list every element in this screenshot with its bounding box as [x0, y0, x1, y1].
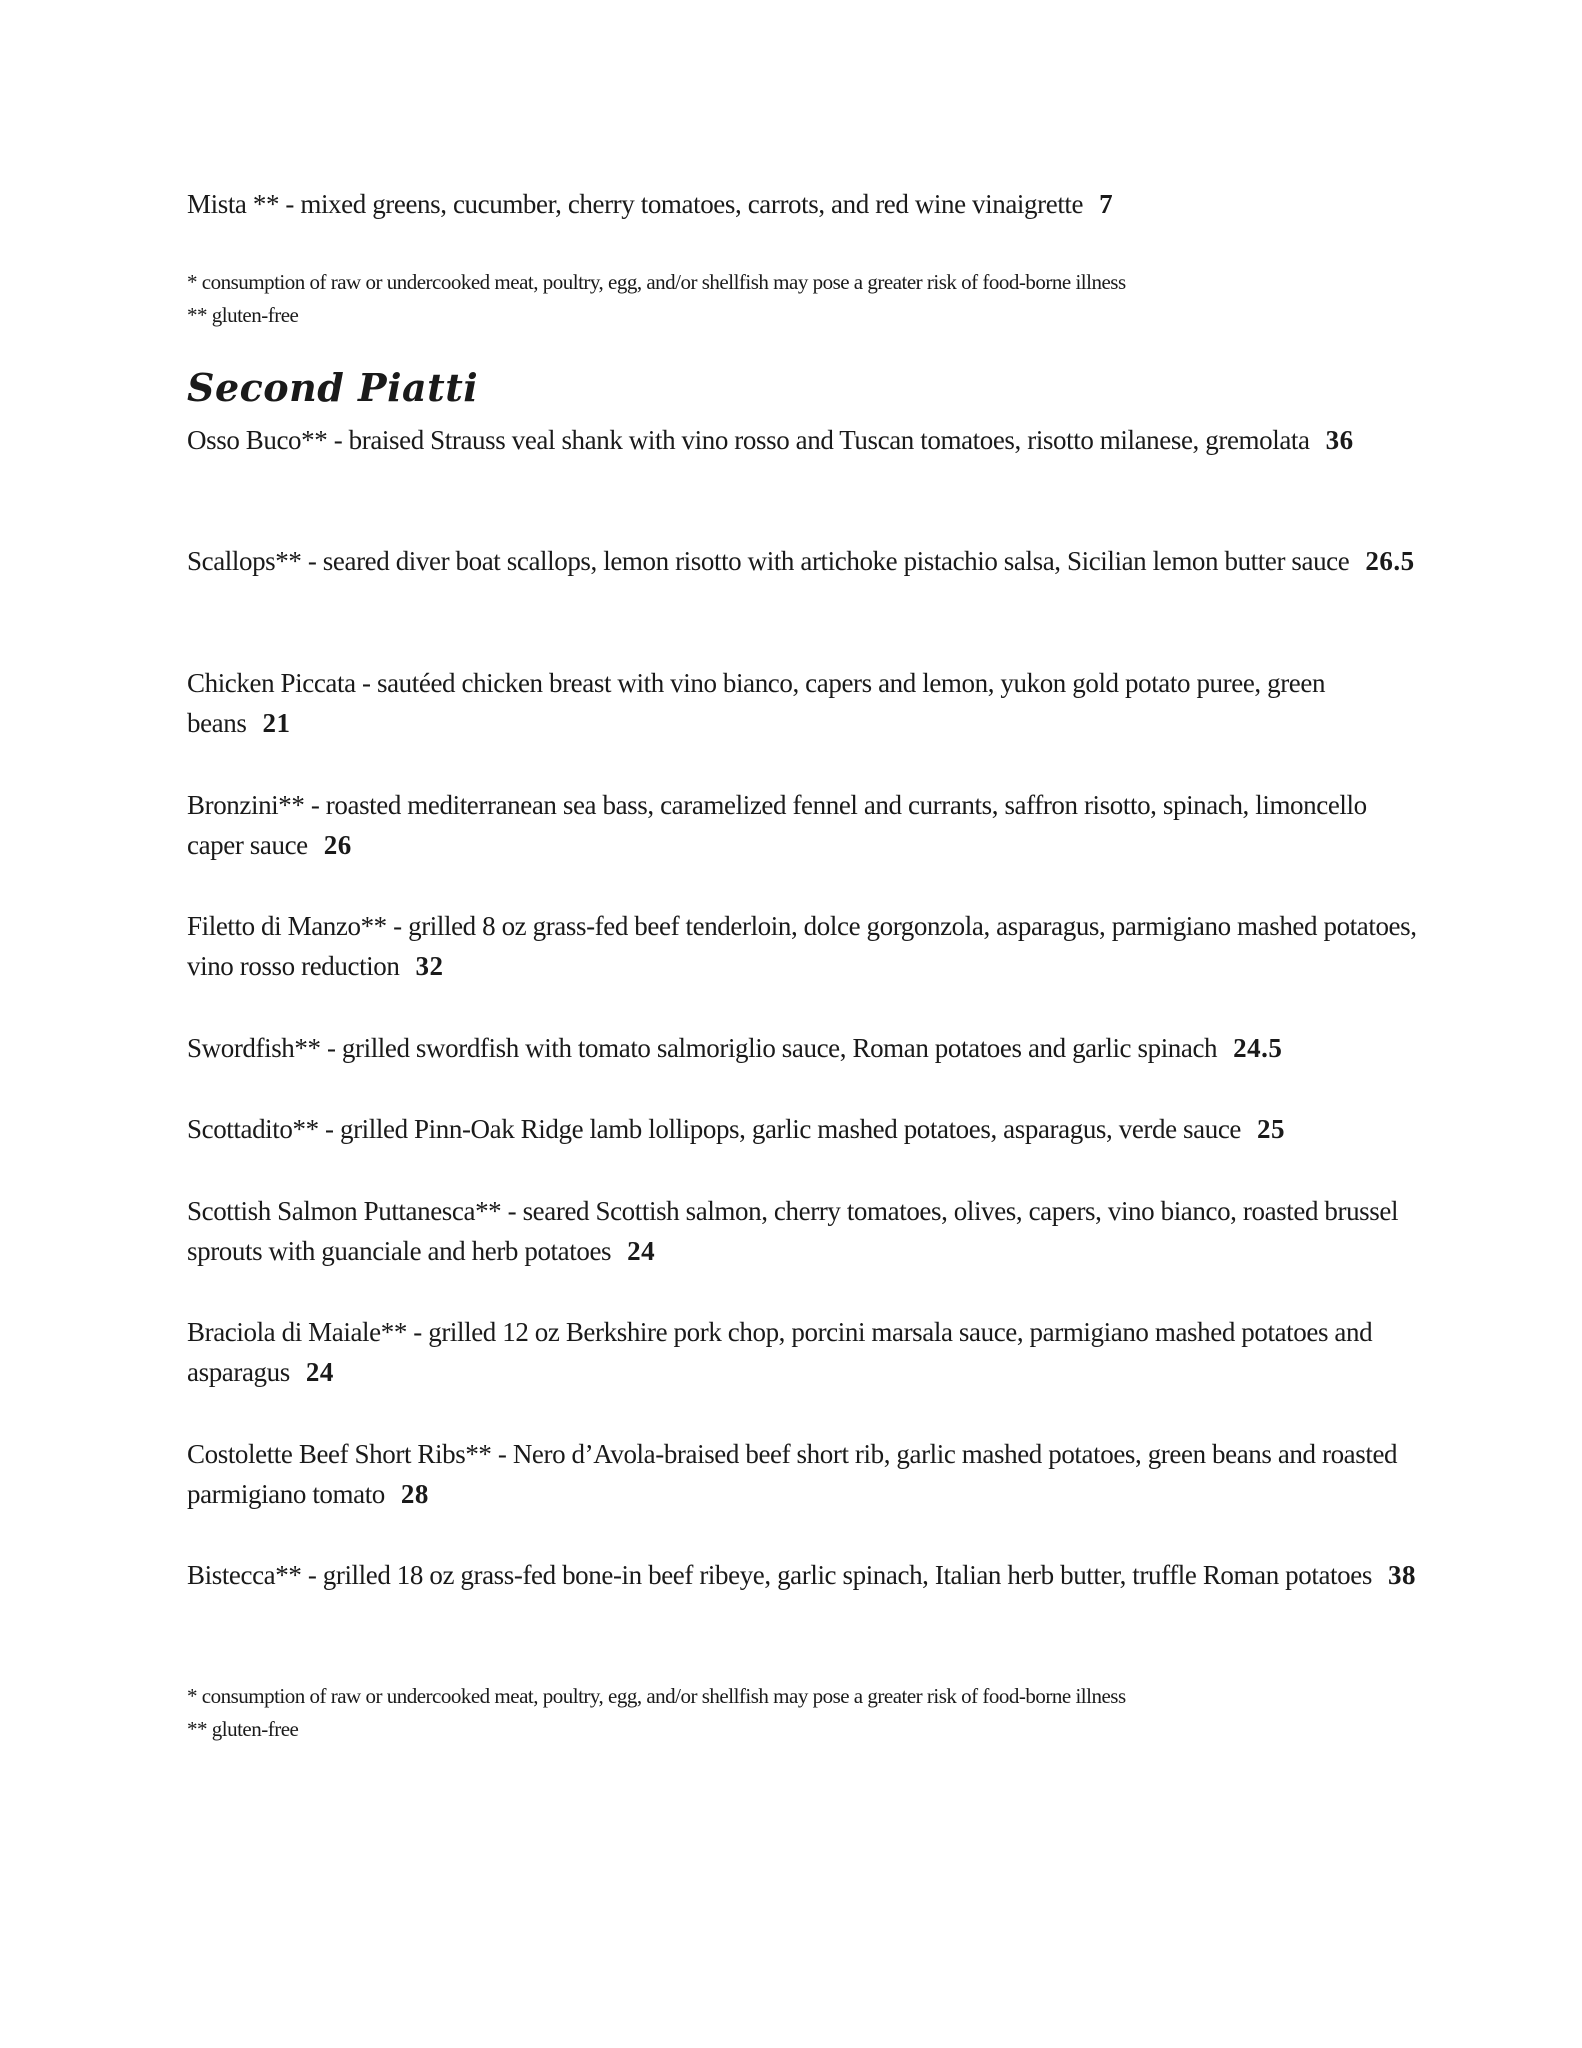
dish-name: Osso Buco**	[187, 425, 328, 455]
menu-item-filetto-di-manzo	[187, 906, 1417, 986]
menu-item-scottadito	[187, 1109, 1417, 1149]
dish-description: - grilled 18 oz grass-fed bone-in beef ribeye, garlic spinach, Italian herb butter, truffle Roman potatoes	[301, 1560, 1372, 1590]
dish-description: - grilled 8 oz grass-fed beef tenderloin, dolce gorgonzola, asparagus, parmigiano mashed potatoes, vino rosso reduction	[187, 911, 1417, 981]
dish-price: 32	[415, 951, 444, 981]
dish-price: 24.5	[1233, 1033, 1283, 1063]
dish-description: - grilled 12 oz Berkshire pork chop, porcini marsala sauce, parmigiano mashed potatoes and asparagus	[187, 1317, 1373, 1387]
menu-item-scallops	[187, 541, 1417, 581]
dish-price: 25	[1257, 1114, 1286, 1144]
dish-name: Bistecca**	[187, 1560, 302, 1590]
section-title: Second Piatti	[187, 365, 479, 410]
dish-price: 24	[305, 1357, 334, 1387]
dish-description: - Nero d’Avola-braised beef short rib, garlic mashed potatoes, green beans and roasted parmigiano tomato	[187, 1439, 1398, 1509]
dish-description: - grilled swordfish with tomato salmoriglio sauce, Roman potatoes and garlic spinach	[320, 1033, 1218, 1063]
dish-name: Filetto di Manzo**	[187, 911, 387, 941]
dish-name: Braciola di Maiale**	[187, 1317, 407, 1347]
dish-price: 38	[1387, 1560, 1416, 1590]
dish-price: 28	[400, 1479, 429, 1509]
menu-item-bronzini	[187, 785, 1417, 865]
dish-description: - mixed greens, cucumber, cherry tomatoes, carrots, and red wine vinaigrette	[279, 189, 1084, 219]
menu-item-osso-buco	[187, 420, 1417, 460]
menu-item-bistecca	[187, 1555, 1417, 1595]
dish-name: Chicken Piccata	[187, 668, 356, 698]
menu-item-scottish-salmon-puttanesca	[187, 1191, 1417, 1271]
dish-name: Costolette Beef Short Ribs**	[187, 1439, 492, 1469]
dish-price: 7	[1099, 189, 1114, 219]
dish-price: 21	[262, 708, 291, 738]
dish-description: - braised Strauss veal shank with vino rosso and Tuscan tomatoes, risotto milanese, gremolata	[327, 425, 1310, 455]
dish-name: Scottish Salmon Puttanesca**	[187, 1196, 502, 1226]
menu-item-swordfish	[187, 1028, 1417, 1068]
menu-item-mista	[187, 184, 1417, 224]
dish-description: - roasted mediterranean sea bass, caramelized fennel and currants, saffron risotto, spinach, limoncello caper sauce	[187, 790, 1367, 860]
dish-name: Mista **	[187, 189, 280, 219]
dish-description: - seared Scottish salmon, cherry tomatoes, olives, capers, vino bianco, roasted brussel sprouts with guanciale and herb potatoes	[187, 1196, 1399, 1266]
raw-food-warning: * consumption of raw or undercooked meat, poultry, egg, and/or shellfish may pose a greater risk of food-borne illness	[187, 1684, 1126, 1708]
menu-item-chicken-piccata	[187, 663, 1417, 743]
menu-item-costolette-beef-short-ribs	[187, 1434, 1417, 1514]
dish-price: 26.5	[1365, 546, 1415, 576]
dish-price: 36	[1325, 425, 1354, 455]
raw-food-warning: * consumption of raw or undercooked meat, poultry, egg, and/or shellfish may pose a greater risk of food-borne illness	[187, 270, 1126, 294]
menu-item-braciola-di-maiale	[187, 1312, 1417, 1392]
dish-name: Swordfish**	[187, 1033, 321, 1063]
dish-description: - grilled Pinn-Oak Ridge lamb lollipops, garlic mashed potatoes, asparagus, verde sauce	[318, 1114, 1242, 1144]
dish-description: - seared diver boat scallops, lemon risotto with artichoke pistachio salsa, Sicilian lemon butter sauce	[301, 546, 1350, 576]
dish-name: Bronzini**	[187, 790, 305, 820]
dish-name: Scottadito**	[187, 1114, 319, 1144]
dish-price: 26	[323, 830, 352, 860]
gluten-free-note: ** gluten-free	[187, 1717, 299, 1741]
gluten-free-note: ** gluten-free	[187, 303, 299, 327]
dish-name: Scallops**	[187, 546, 302, 576]
dish-description: - sautéed chicken breast with vino bianco, capers and lemon, yukon gold potato puree, green beans	[187, 668, 1326, 738]
dish-price: 24	[627, 1236, 656, 1266]
